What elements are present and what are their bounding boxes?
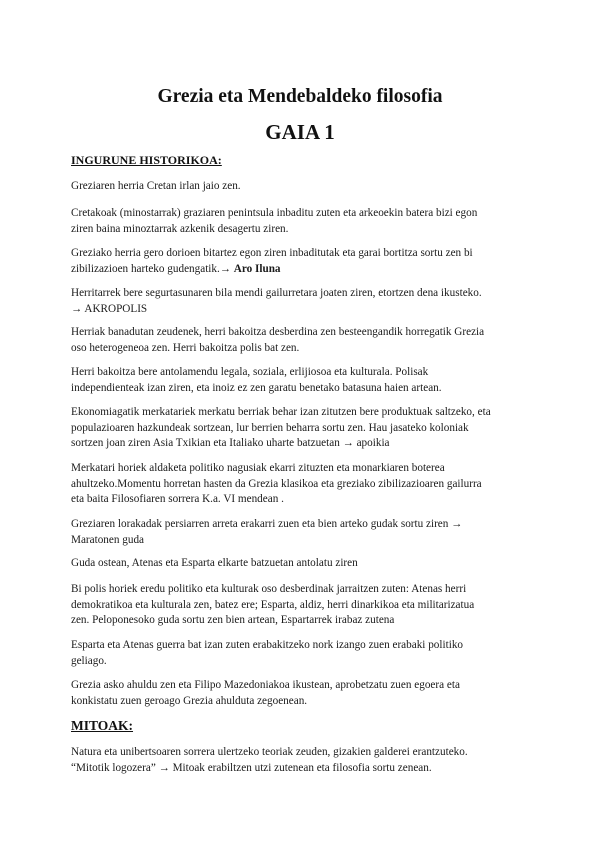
paragraph: [71, 405, 541, 452]
paragraph: [71, 365, 541, 396]
paragraph-line: populazioaren hazkundeak sortzean, lur berrien beharra sortu zen. Hau jasateko koloniak: [71, 421, 469, 434]
paragraph-line: zen. Peloponesoko guda sortu zen bien artean, Espartarrek irabaz zutena: [71, 614, 395, 627]
paragraph-line: → AKROPOLIS: [71, 302, 148, 315]
paragraph-line: Greziaren herria Cretan irlan jaio zen.: [71, 180, 241, 192]
paragraph-line: Maratonen guda: [71, 533, 145, 546]
paragraph: [71, 745, 541, 776]
paragraph: [71, 286, 541, 317]
paragraph: [71, 461, 541, 508]
section-heading-ingurune: INGURUNE HISTORIKOA:: [71, 153, 222, 167]
paragraph-line: [71, 262, 541, 278]
paragraph-line: “Mitotik logozera” → Mitoak erabiltzen utzi zutenean eta filosofia sortu zenean.: [71, 761, 432, 774]
paragraph: [71, 678, 541, 709]
paragraph: [71, 206, 541, 237]
paragraph-line: Esparta eta Atenas guerra bat izan zuten erabakitzeko nork izango zuen erabaki politiko: [71, 639, 464, 651]
paragraph: [71, 179, 541, 195]
paragraph: [71, 638, 541, 669]
paragraph-line: Herri bakoitza bere antolamendu legala, soziala, erlijiosoa eta kulturala. Polisak: [71, 366, 429, 378]
paragraph-line: konkistatu zuen geroago Grezia ahulduta zegoenean.: [71, 694, 308, 707]
paragraph: [71, 556, 541, 572]
paragraph-line: Guda ostean, Atenas eta Esparta elkarte batzuetan antolatu ziren: [71, 557, 358, 569]
paragraph-line: geliago.: [71, 654, 107, 667]
paragraph: [71, 246, 541, 277]
paragraph-line: Bi polis horiek eredu politiko eta kulturak oso desberdinak jarraitzen zuten: Atenas herri: [71, 583, 467, 595]
paragraph-line: Greziaren lorakadak persiarren arreta erakarri zuen eta bien arteko gudak sortu ziren →: [71, 518, 463, 530]
chapter-title: GAIA 1: [265, 120, 335, 144]
paragraph-line: Herritarrek bere segurtasunaren bila mendi gailurretara joaten ziren, etortzen dena ikusteko.: [71, 287, 482, 299]
paragraph-line: sortzen joan ziren Asia Txikian eta Italiako uharte batzuetan → apoikia: [71, 437, 390, 450]
bold-term: Aro Iluna: [233, 262, 281, 275]
paragraph-line: Herriak banadutan zeudenek, herri bakoitza desberdina zen besteengandik horregatik Grezia: [71, 326, 485, 338]
paragraph-line: demokratikoa eta kulturala zen, batez ere; Esparta, aldiz, herri dinarkikoa eta militarizatua: [71, 598, 475, 611]
paragraph-line-text: zibilizazioen harteko gudengatik.→: [71, 262, 234, 275]
paragraph-line: Natura eta unibertsoaren sorrera ulertzeko teoriak zeuden, gizakien galderei erantzuteko.: [71, 746, 468, 758]
section-heading-mitoak: MITOAK:: [71, 718, 134, 733]
paragraph-line: eta baita Filosofiaren sorrera K.a. VI mendean .: [71, 493, 284, 506]
paragraph: [71, 582, 541, 629]
paragraph-line: independienteak izan ziren, eta inoiz ez zen garatu benetako batasuna haien artean.: [71, 381, 442, 394]
paragraph-line: Ekonomiagatik merkatariek merkatu berriak behar izan zitutzen bere produktuak saltzeko, eta: [71, 406, 491, 418]
paragraph-line: Merkatari horiek aldaketa politiko nagusiak ekarri zituzten eta monarkiaren boterea: [71, 462, 445, 474]
paragraph-line: oso heterogeneoa zen. Herri bakoitza polis bat zen.: [71, 341, 300, 354]
paragraph-line: Greziako herria gero dorioen bitartez egon ziren inbaditutak eta garai bortitza sortu zen bi: [71, 247, 473, 259]
paragraph-line: ziren baina minoztarrak azkenik desagertu ziren.: [71, 222, 289, 235]
paragraph-line: Grezia asko ahuldu zen eta Filipo Mazedoniakoa ikustean, aprobetzatu zuen egoera eta: [71, 679, 460, 691]
document-title: Grezia eta Mendebaldeko filosofia: [157, 86, 443, 107]
paragraph-line: Cretakoak (minostarrak) graziaren penintsula inbaditu zuten eta arkeoekin batera bizi egon: [71, 207, 478, 219]
paragraph-line: ahultzeko.Momentu horretan hasten da Grezia klasikoa eta greziako zibilizazioaren gailurra: [71, 477, 482, 490]
paragraph: [71, 325, 541, 356]
paragraph: [71, 517, 541, 548]
